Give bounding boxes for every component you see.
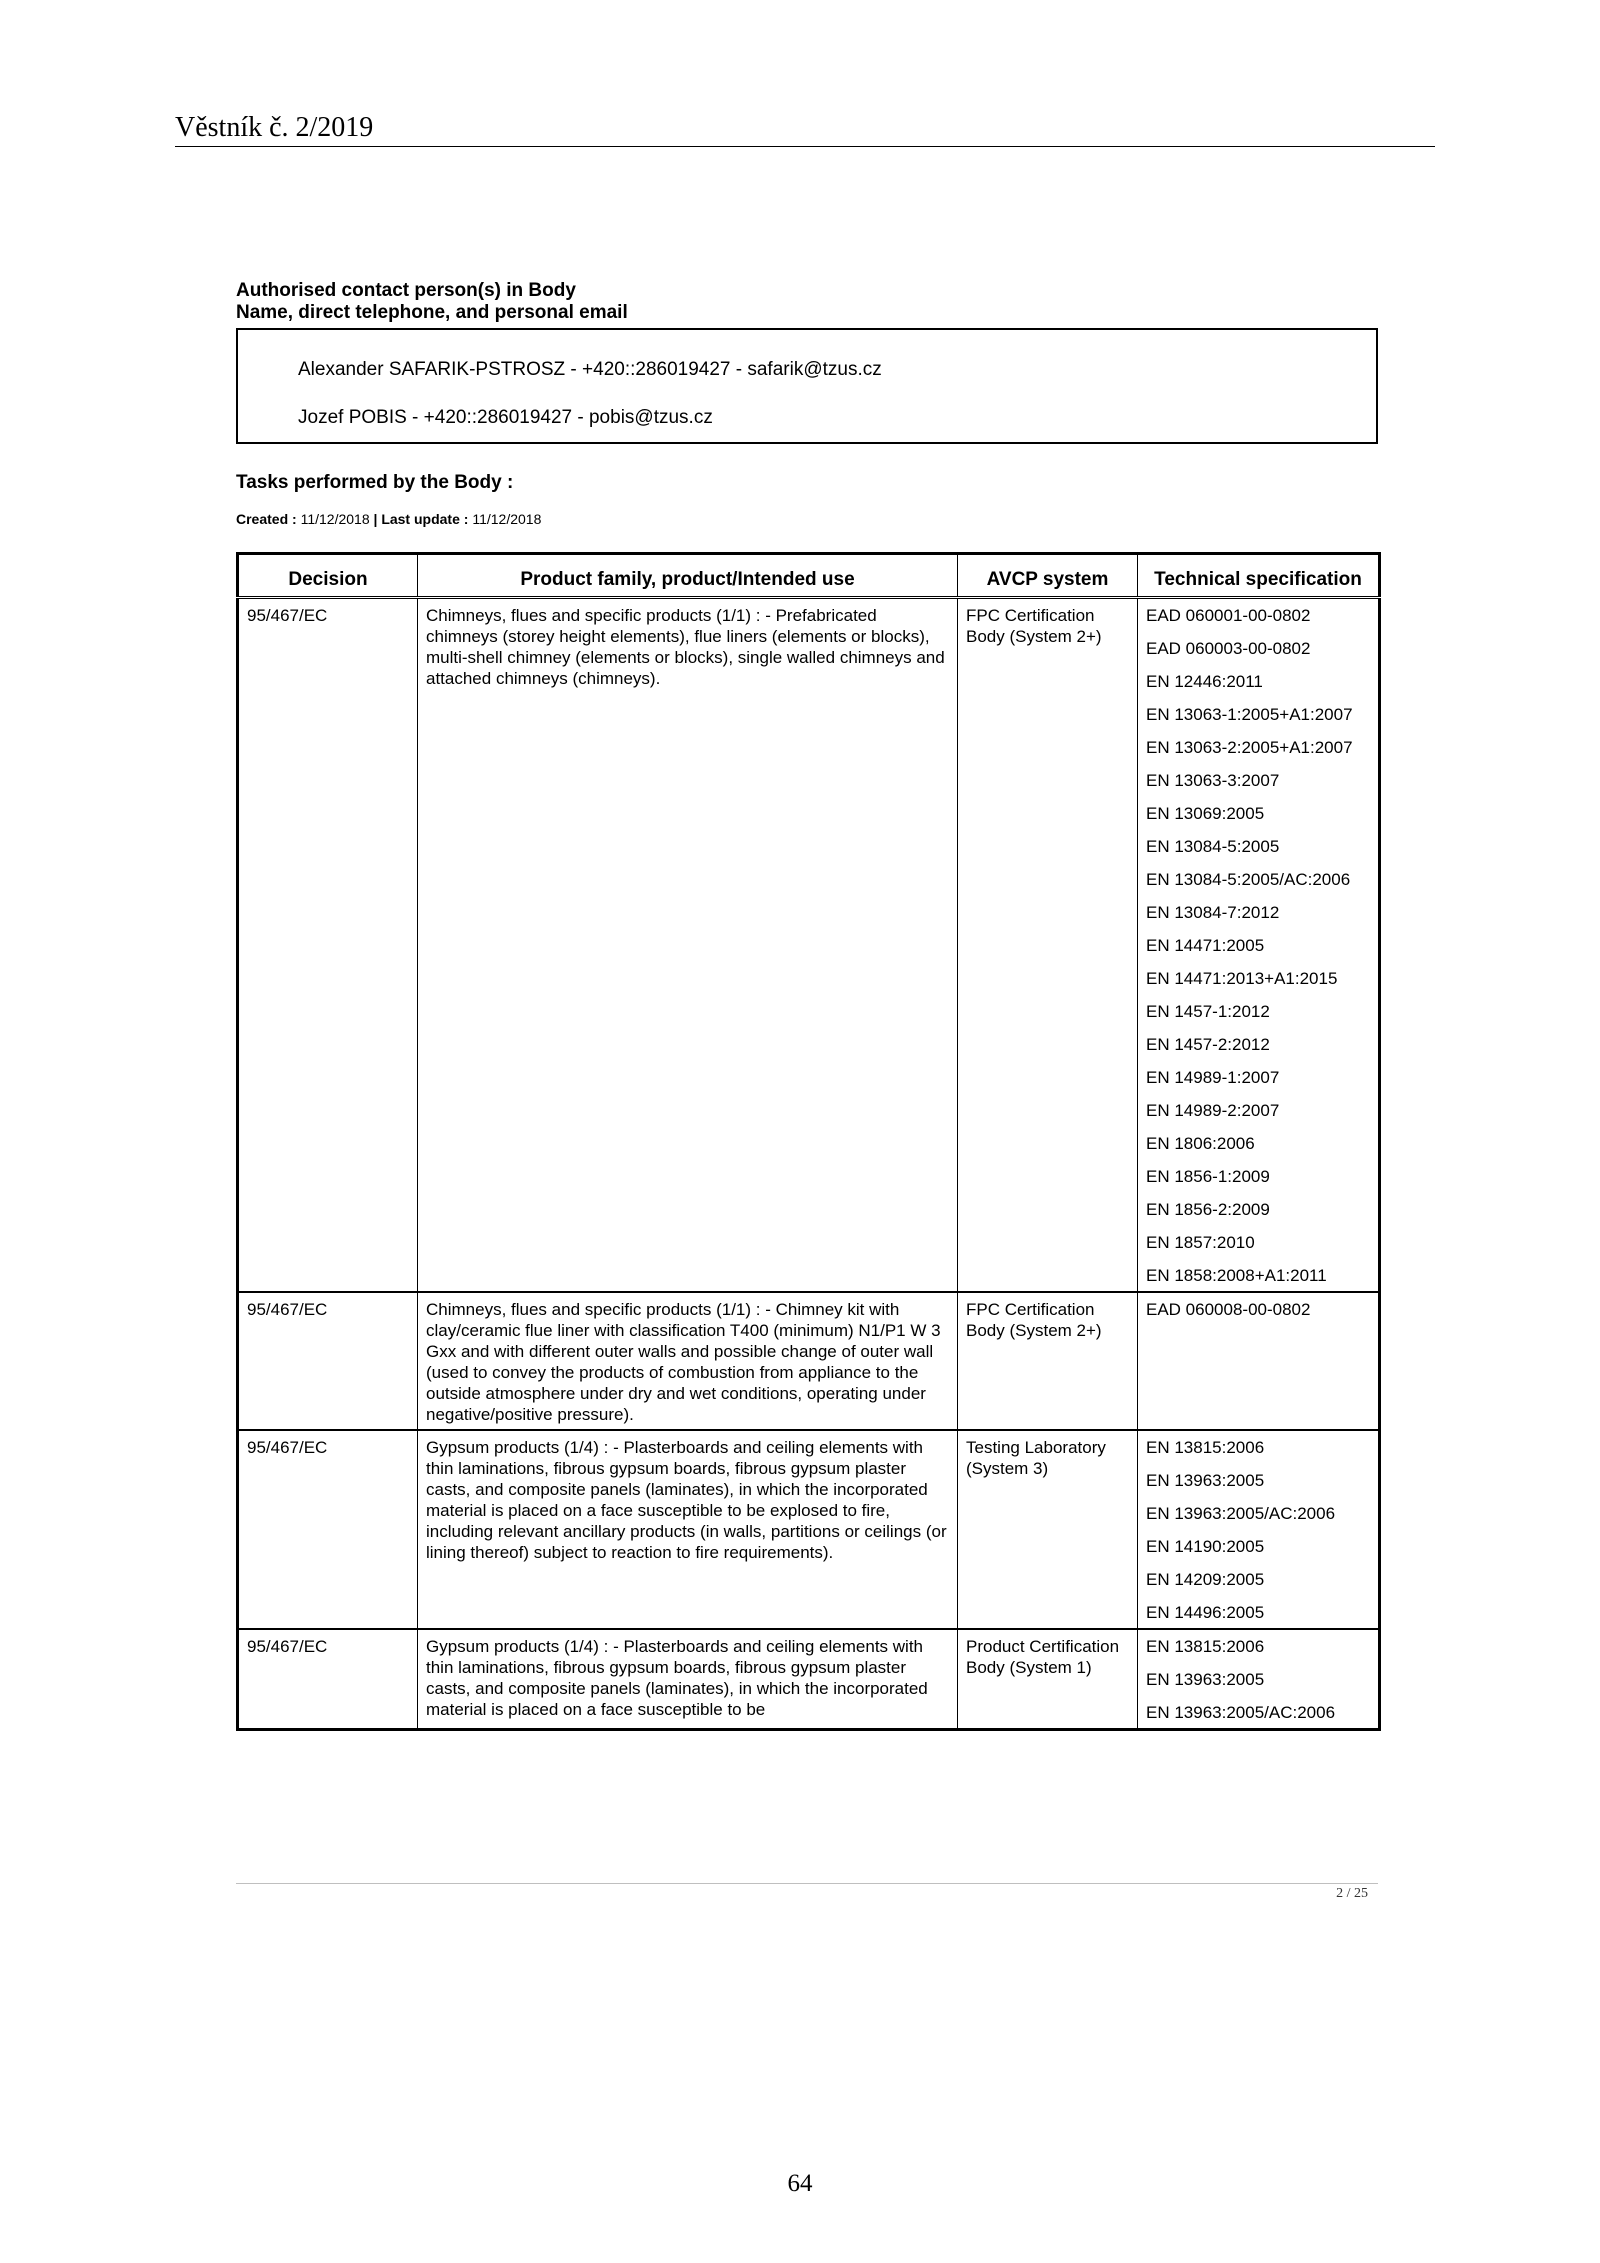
specification-item: EN 13063-1:2005+A1:2007	[1146, 705, 1353, 724]
tasks-table	[236, 552, 1381, 1731]
last-update-value: 11/12/2018	[472, 511, 542, 527]
specification-cell	[1138, 1629, 1380, 1730]
specification-item: EAD 060001-00-0802	[1146, 606, 1311, 625]
created-label: Created :	[236, 511, 297, 527]
specification-item: EAD 060008-00-0802	[1146, 1300, 1311, 1319]
specification-item: EN 1857:2010	[1146, 1233, 1255, 1252]
journal-header: Věstník č. 2/2019	[175, 112, 374, 143]
specification-item: EN 13963:2005/AC:2006	[1146, 1703, 1336, 1722]
document-body	[236, 280, 1378, 1731]
specification-item: EN 13063-3:2007	[1146, 771, 1280, 790]
specification-item: EAD 060003-00-0802	[1146, 639, 1311, 658]
footer-divider	[236, 1883, 1378, 1884]
specification-item: EN 1858:2008+A1:2011	[1146, 1266, 1327, 1285]
column-header-specification: Technical specification	[1138, 554, 1380, 598]
specification-item: EN 1856-2:2009	[1146, 1200, 1270, 1219]
specification-item: EN 13069:2005	[1146, 804, 1265, 823]
contact-person: Alexander SAFARIK-PSTROSZ - +420::286019427 - safarik@tzus.cz	[298, 359, 882, 380]
page-count: 2 / 25	[1336, 1886, 1368, 1901]
header-divider	[175, 146, 1435, 147]
avcp-cell: Product Certification Body (System 1)	[958, 1629, 1138, 1730]
specification-item: EN 14989-1:2007	[1146, 1068, 1280, 1087]
tasks-table-body	[238, 598, 1380, 1730]
specification-cell	[1138, 598, 1380, 1293]
specification-item: EN 1457-1:2012	[1146, 1002, 1270, 1021]
dates-separator: |	[373, 511, 378, 527]
specification-item: EN 1856-1:2009	[1146, 1167, 1270, 1186]
column-header-decision: Decision	[238, 554, 418, 598]
specification-cell	[1138, 1430, 1380, 1629]
contact-person: Jozef POBIS - +420::286019427 - pobis@tzus.cz	[298, 407, 713, 428]
decision-cell: 95/467/EC	[238, 1292, 418, 1430]
specification-item: EN 14471:2013+A1:2015	[1146, 969, 1338, 988]
specification-item: EN 14209:2005	[1146, 1570, 1265, 1589]
decision-cell: 95/467/EC	[247, 606, 328, 625]
specification-item: EN 14496:2005	[1146, 1603, 1265, 1622]
specification-cell	[1138, 1292, 1380, 1430]
specification-item: EN 1457-2:2012	[1146, 1035, 1270, 1054]
specification-item: EN 14471:2005	[1146, 936, 1265, 955]
table-row	[238, 1430, 1380, 1629]
specification-item: EN 13815:2006	[1146, 1637, 1265, 1656]
table-row	[238, 1292, 1380, 1430]
specification-item: EN 14989-2:2007	[1146, 1101, 1280, 1120]
last-update-label: Last update :	[381, 511, 469, 527]
product-cell: Chimneys, flues and specific products (1/1) : - Prefabricated chimneys (storey height elements), flue liners (elements or blocks), multi-shell chimney (elements or blocks), single walled chimneys and attached chimneys (chimneys).	[418, 598, 958, 1293]
decision-cell: 95/467/EC	[238, 1430, 418, 1629]
tasks-heading: Tasks performed by the Body :	[236, 472, 514, 493]
product-cell: Chimneys, flues and specific products (1/1) : - Chimney kit with clay/ceramic flue liner with classification T400 (minimum) N1/P1 W 3 Gxx and with different outer walls and possible change of outer wall (used to convey the products of combustion from appliance to the outside atmosphere under dry and wet conditions, operating under negative/positive pressure).	[418, 1292, 958, 1430]
contacts-box	[236, 328, 1378, 444]
specification-item: EN 13815:2006	[1146, 1438, 1265, 1457]
column-header-product: Product family, product/Intended use	[418, 554, 958, 598]
specification-item: EN 13963:2005	[1146, 1471, 1265, 1490]
contacts-heading	[236, 280, 1378, 324]
decision-cell: 95/467/EC	[238, 1629, 418, 1730]
contacts-heading-line-2: Name, direct telephone, and personal email	[236, 302, 628, 323]
product-cell: Gypsum products (1/4) : - Plasterboards and ceiling elements with thin laminations, fibrous gypsum boards, fibrous gypsum plaster casts, and composite panels (laminates), in which the incorporated material is placed on a face susceptible to be	[418, 1629, 958, 1730]
dates-line	[236, 511, 1378, 527]
page-number: 64	[787, 2170, 813, 2197]
column-header-avcp: AVCP system	[958, 554, 1138, 598]
specification-item: EN 13963:2005	[1146, 1670, 1265, 1689]
specification-item: EN 13084-5:2005	[1146, 837, 1280, 856]
avcp-cell: FPC Certification Body (System 2+)	[958, 1292, 1138, 1430]
specification-item: EN 12446:2011	[1146, 672, 1263, 691]
specification-item: EN 14190:2005	[1146, 1537, 1265, 1556]
table-row	[238, 1629, 1380, 1730]
specification-item: EN 1806:2006	[1146, 1134, 1255, 1153]
avcp-cell: Testing Laboratory (System 3)	[958, 1430, 1138, 1629]
specification-item: EN 13963:2005/AC:2006	[1146, 1504, 1336, 1523]
table-header-row	[238, 554, 1380, 598]
contacts-heading-line-1: Authorised contact person(s) in Body	[236, 280, 576, 301]
specification-item: EN 13084-7:2012	[1146, 903, 1280, 922]
avcp-cell: FPC Certification Body (System 2+)	[958, 598, 1138, 1293]
created-value: 11/12/2018	[300, 511, 370, 527]
specification-item: EN 13084-5:2005/AC:2006	[1146, 870, 1351, 889]
table-row	[238, 598, 1380, 1293]
specification-item: EN 13063-2:2005+A1:2007	[1146, 738, 1353, 757]
product-cell: Gypsum products (1/4) : - Plasterboards and ceiling elements with thin laminations, fibrous gypsum boards, fibrous gypsum plaster casts, and composite panels (laminates), in which the incorporated material is placed on a face susceptible to be explosed to fire, including relevant ancillary products (in walls, partitions or ceilings (or lining thereof) subject to reaction to fire requirements).	[418, 1430, 958, 1629]
